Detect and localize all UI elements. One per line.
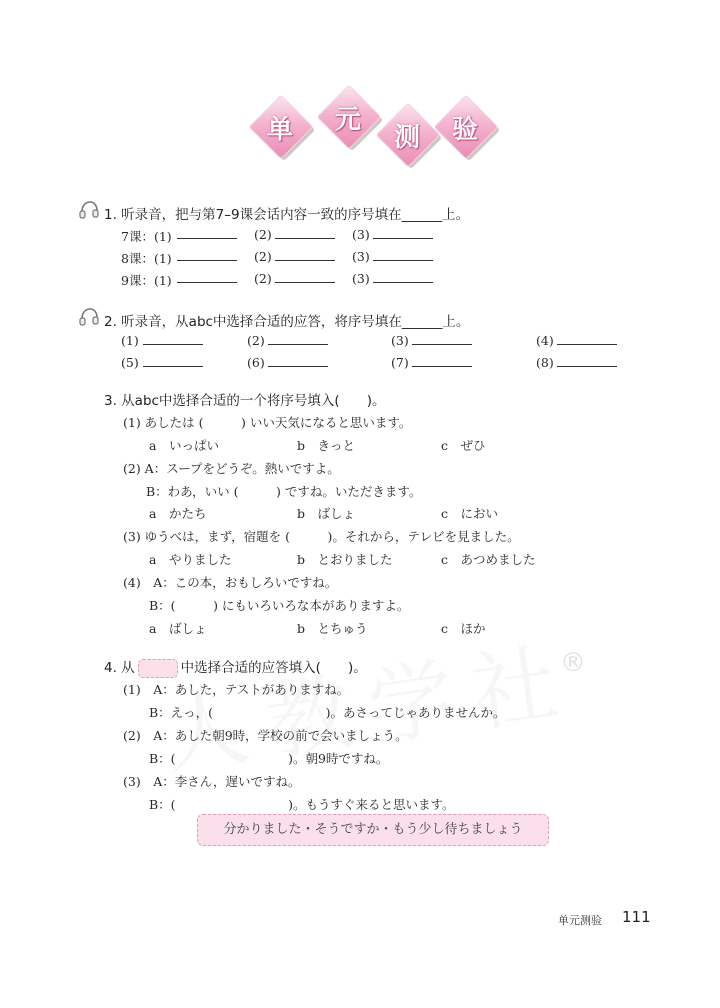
- q2-item-2: (2): [247, 333, 265, 348]
- q4-line-2b: B：( )。朝9時ですね。: [149, 751, 389, 766]
- question-4-title-b: 中选择合适的应答填入( )。: [180, 660, 367, 676]
- q2-item-3: (3): [391, 333, 409, 348]
- q2-item-1: (1): [121, 333, 139, 348]
- title-char: 测: [393, 123, 420, 153]
- q2-item-5: (5): [121, 355, 139, 370]
- q3-opt-3b: b とおりました: [297, 552, 393, 567]
- q3-opt-3c: c あつめました: [441, 552, 536, 567]
- answer-blank[interactable]: [557, 332, 617, 345]
- answer-blank[interactable]: [177, 226, 237, 239]
- q1-row-9-label: 9课：(1): [121, 273, 172, 288]
- answer-blank[interactable]: [557, 354, 617, 367]
- answer-blank[interactable]: [373, 270, 433, 283]
- q2-item-7: (7): [391, 355, 409, 370]
- q3-opt-1a: a いっぱい: [149, 438, 219, 453]
- q3-opt-4a: a ばしょ: [149, 621, 207, 636]
- q3-line-2: (2) A：スープをどうぞ。熱いですよ。: [123, 461, 340, 476]
- answer-choices-box: 分かりました・そうですか・もう少し待ちましょう: [197, 814, 549, 846]
- q1-row-8-b: (2): [254, 249, 272, 264]
- registered-mark: ®: [560, 648, 586, 678]
- q3-opt-3a: a やりました: [149, 552, 232, 567]
- title-char: 验: [451, 115, 478, 145]
- answer-blank[interactable]: [177, 270, 237, 283]
- headphones-icon: [78, 199, 100, 221]
- answer-blank[interactable]: [177, 248, 237, 261]
- title-char: 单: [266, 115, 293, 145]
- q3-line-2b: B：わあ，いい ( ) ですね。いただきます。: [146, 484, 422, 499]
- q1-row-9-c: (3): [352, 271, 370, 286]
- q3-line-4b: B：( ) にもいろいろな本がありますよ。: [149, 598, 410, 613]
- q1-row-7-label: 7课：(1): [121, 229, 172, 244]
- page-number: 111: [622, 908, 651, 926]
- q3-line-4: (4) A：この本，おもしろいですね。: [123, 575, 338, 590]
- answer-blank[interactable]: [275, 248, 335, 261]
- q2-item-8: (8): [536, 355, 554, 370]
- q3-opt-1b: b きっと: [297, 438, 356, 453]
- question-4-title: [104, 656, 367, 678]
- q3-opt-2c: c におい: [441, 506, 499, 521]
- question-2-title: 2. 听录音，从abc中选择合适的应答，将序号填在______上。: [104, 314, 470, 330]
- answer-blank[interactable]: [143, 332, 203, 345]
- q4-line-1b: B：えっ，( )。あさってじゃありませんか。: [149, 705, 506, 720]
- question-1-title: 1. 听录音，把与第7–9课会话内容一致的序号填在______上。: [104, 207, 470, 223]
- q3-opt-2b: b ばしょ: [297, 506, 356, 521]
- answer-blank[interactable]: [275, 270, 335, 283]
- answer-blank[interactable]: [143, 354, 203, 367]
- q3-line-3: (3) ゆうべは，まず，宿題を ( )。それから，テレビを見ました。: [123, 529, 520, 544]
- q3-opt-1c: c ぜひ: [441, 438, 486, 453]
- title-diamond-1: [258, 104, 322, 168]
- footer-section-label: 单元测验: [558, 914, 602, 927]
- q4-line-3: (3) A：李さん，遅いですね。: [123, 774, 301, 789]
- answer-blank[interactable]: [412, 332, 472, 345]
- answer-blank[interactable]: [268, 354, 328, 367]
- q2-item-4: (4): [536, 333, 554, 348]
- q3-line-1: (1) あしたは ( ) いい天気になると思います。: [123, 415, 412, 430]
- answer-blank[interactable]: [412, 354, 472, 367]
- headphones-icon: [78, 306, 100, 328]
- q4-line-1: (1) A：あした，テストがありますね。: [123, 682, 350, 697]
- q2-item-6: (6): [247, 355, 265, 370]
- title-char: 元: [334, 105, 361, 135]
- q3-opt-4b: b とちゅう: [297, 621, 368, 636]
- q4-line-2: (2) A：あした朝9時，学校の前で会いましょう。: [123, 728, 408, 743]
- q1-row-8-c: (3): [352, 249, 370, 264]
- question-3-title: 3. 从abc中选择合适的一个将序号填入( )。: [104, 393, 386, 409]
- title-diamond-2: [326, 94, 390, 158]
- answer-blank[interactable]: [373, 248, 433, 261]
- q4-line-3b: B：( )。もうすぐ来ると思います。: [149, 797, 455, 812]
- q3-opt-2a: a かたち: [149, 506, 207, 521]
- q1-row-7-b: (2): [254, 227, 272, 242]
- q3-opt-4c: c ほか: [441, 621, 486, 636]
- choice-box-reference: [138, 659, 178, 678]
- q1-row-8-label: 8课：(1): [121, 251, 172, 266]
- q1-row-7-c: (3): [352, 227, 370, 242]
- title-diamond-4: [443, 104, 507, 168]
- answer-blank[interactable]: [275, 226, 335, 239]
- answer-blank[interactable]: [268, 332, 328, 345]
- q1-row-9-b: (2): [254, 271, 272, 286]
- answer-blank[interactable]: [373, 226, 433, 239]
- question-4-title-a: 4. 从: [104, 660, 135, 676]
